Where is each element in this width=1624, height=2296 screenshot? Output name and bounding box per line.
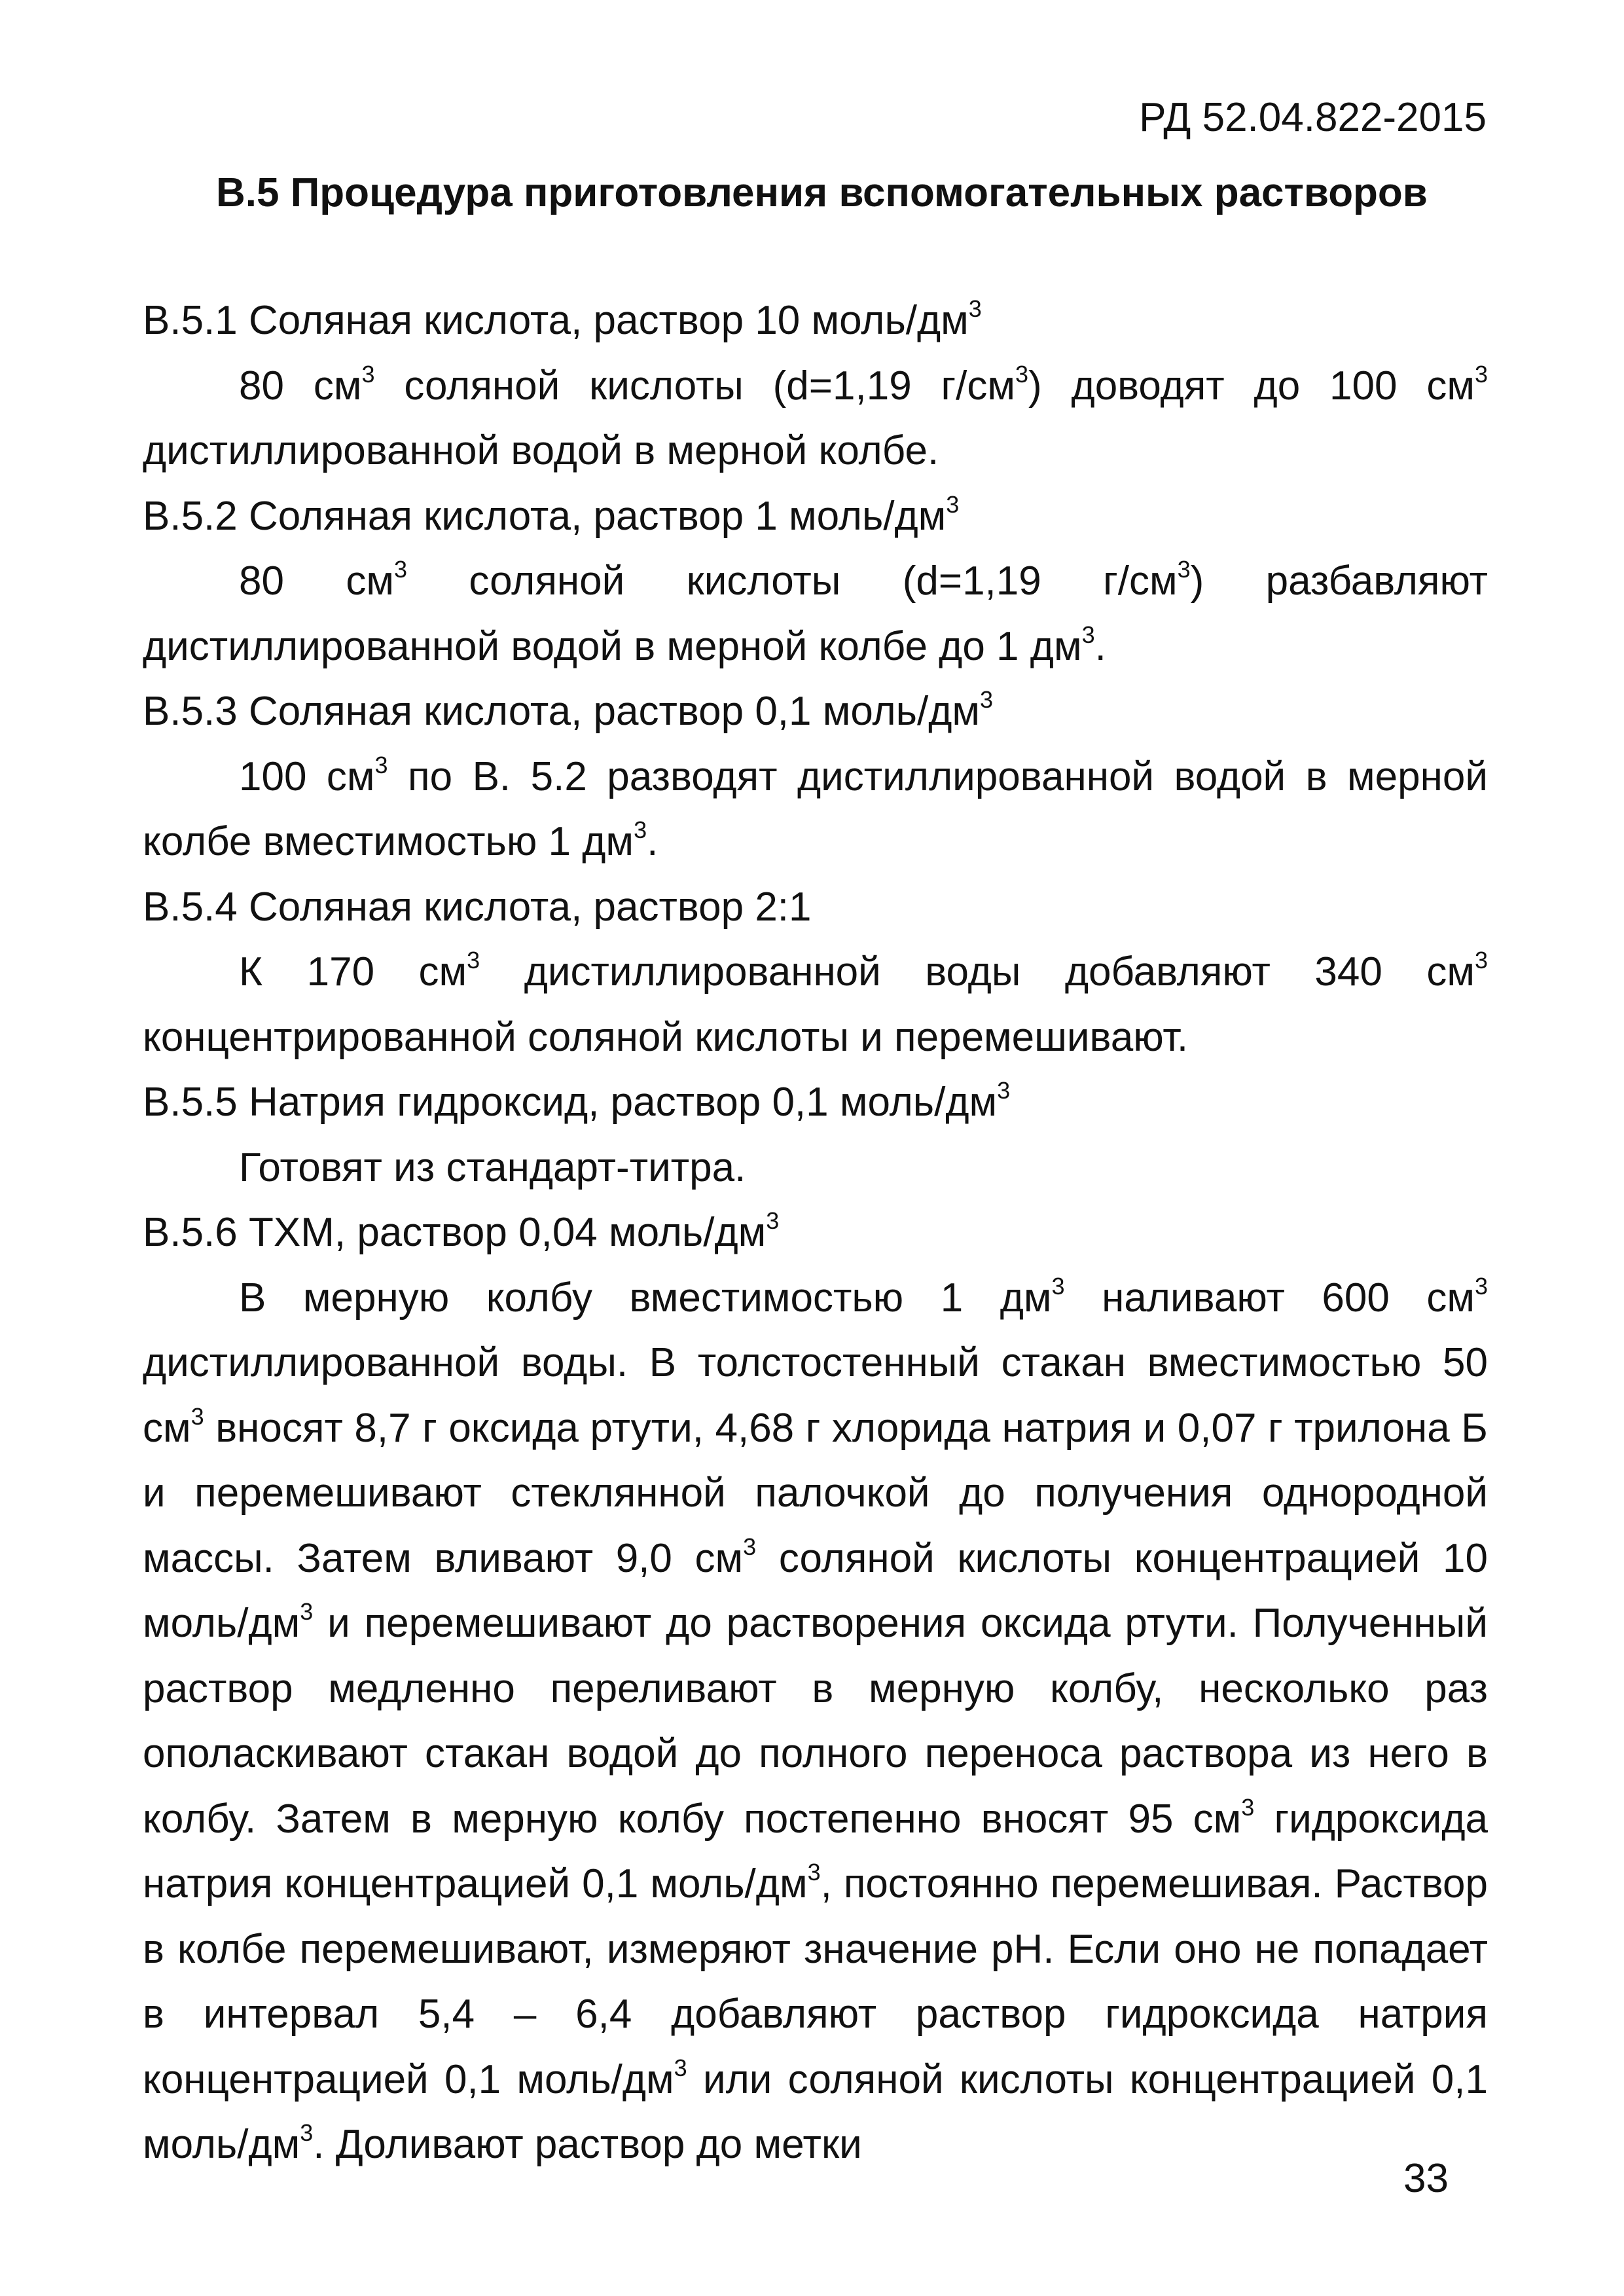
subsection-heading: В.5.5 Натрия гидроксид, раствор 0,1 моль/$дм^3$ bbox=[143, 1077, 1011, 1125]
subsection-heading: В.5.1 Соляная кислота, раствор 10 моль/$дм^3$ bbox=[143, 295, 982, 343]
paragraph: 80 $см^3$ соляной кислоты (d=1,19 $г/см^3$) доводят до 100 $см^3$ дистиллированной водой в мерной колбе. bbox=[143, 360, 1488, 473]
subsection-heading: В.5.2 Соляная кислота, раствор 1 моль/$дм^3$ bbox=[143, 490, 960, 539]
paragraph: Готовят из стандарт-титра. bbox=[239, 1144, 746, 1190]
document-code: РД 52.04.822-2015 bbox=[1139, 95, 1487, 140]
subsection-heading: В.5.6 ТХМ, раствор 0,04 моль/$дм^3$ bbox=[143, 1207, 780, 1255]
section-title: В.5 Процедура приготовления вспомогательных растворов bbox=[216, 170, 1428, 215]
subsection-heading: В.5.4 Соляная кислота, раствор 2:1 bbox=[143, 884, 812, 930]
paragraph: В мерную колбу вместимостью 1 $дм^3$ наливают 600 $см^3$ дистиллированной воды. В толстостенный стакан вместимостью 50 $см^3$ вносят 8,7 г оксида ртути, 4,68 г хлорида натрия и 0,07 г трилона Б и перемешивают стеклянной палочкой до получения однородной массы. Затем вливают 9,0 $см^3$ соляной кислоты концентрацией 10 моль/$дм^3$ и перемешивают до растворения оксида ртути. Полученный раствор медленно переливают в мерную колбу, несколько раз ополаскивают стакан водой до полного переноса раствора из него в колбу. Затем в мерную колбу постепенно вносят 95 $см^3$ гидроксида натрия концентрацией 0,1 моль/$дм^3$, постоянно перемешивая. Раствор в колбе перемешивают, измеряют значение рН. Если оно не попадает в интервал 5,4 – 6,4 добавляют раствор гидроксида натрия концентрацией 0,1 моль/$дм^3$ или соляной кислоты концентрацией 0,1 моль/$дм^3$. Доливают раствор до метки bbox=[143, 1272, 1488, 2167]
page-number: 33 bbox=[1403, 2156, 1449, 2201]
paragraph: 80 $см^3$ соляной кислоты (d=1,19 $г/см^3$) разбавляют дистиллированной водой в мерной колбе до 1 $дм^3$. bbox=[143, 556, 1488, 669]
paragraph: К 170 $см^3$ дистиллированной воды добавляют 340 $см^3$ концентрированной соляной кислоты и перемешивают. bbox=[143, 947, 1488, 1060]
body-text bbox=[143, 288, 1488, 2178]
paragraph: 100 $см^3$ по В. 5.2 разводят дистиллированной водой в мерной колбе вместимостью 1 $дм^3$. bbox=[143, 751, 1488, 864]
subsection-heading: В.5.3 Соляная кислота, раствор 0,1 моль/$дм^3$ bbox=[143, 686, 994, 734]
